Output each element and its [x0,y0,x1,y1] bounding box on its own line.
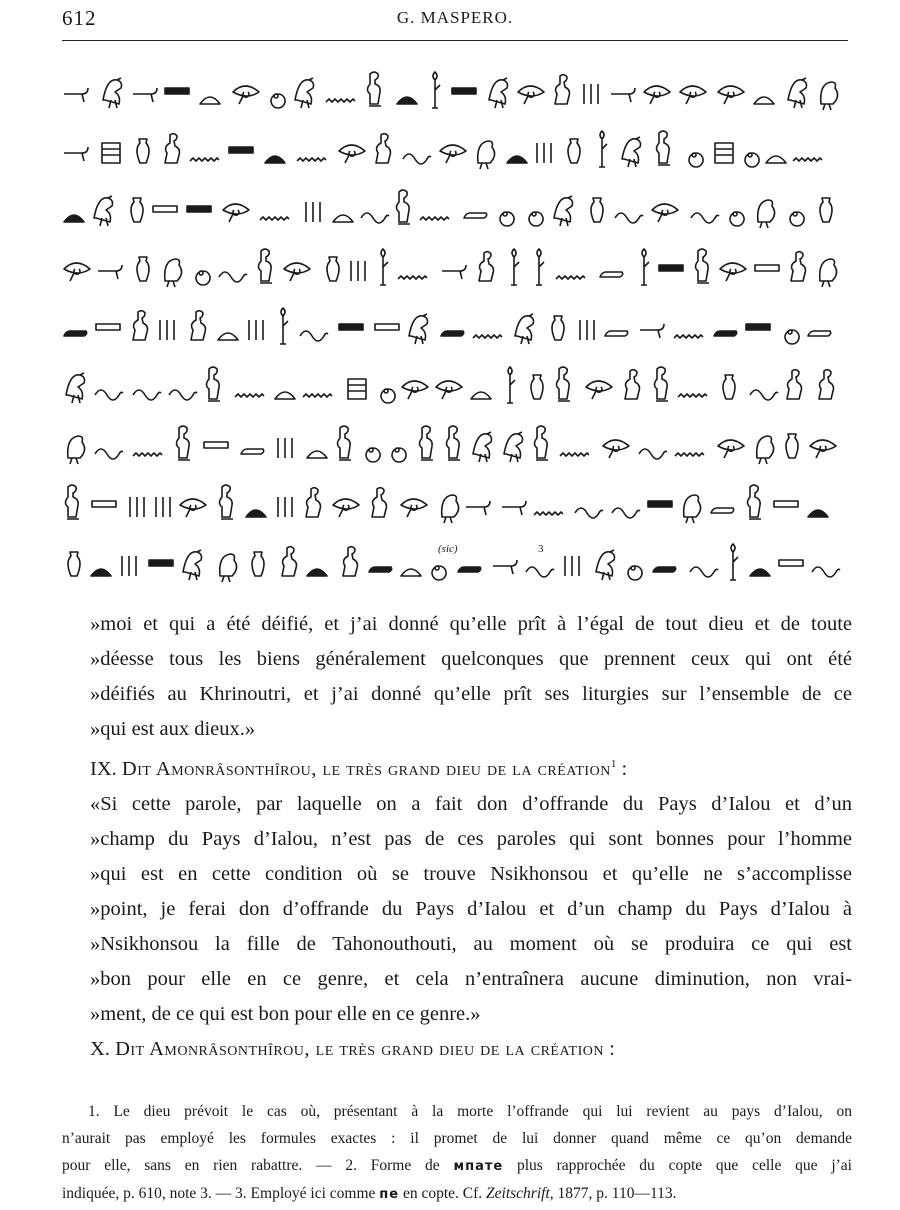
hieroglyph-glyphs [60,245,850,293]
hieroglyph-line [60,180,852,239]
arm-glyph [640,324,664,338]
water-glyph [303,394,332,397]
snake-glyph [300,331,328,341]
arm-glyph [502,501,526,515]
strokes-glyph [565,556,579,576]
water-glyph [235,394,264,397]
hieroglyph-line [60,475,852,534]
eye-glyph [586,381,612,399]
loaf-glyph [397,97,417,104]
bird-glyph [489,78,508,108]
hieroglyph-glyphs [60,481,850,529]
water-glyph [260,217,289,220]
eye-glyph [652,204,678,222]
seated-glyph [372,487,387,516]
seated-glyph [625,369,640,398]
snake-glyph [95,449,123,459]
vase-glyph [552,316,564,340]
hieroglyphic-inscription [60,62,852,593]
eye-glyph [436,381,462,399]
circle-glyph [392,448,406,462]
bar-glyph [375,324,399,330]
figure-glyph [535,426,549,460]
snake-glyph [361,213,389,223]
reed-glyph [730,544,738,580]
eye-glyph [402,381,428,399]
snake-glyph [403,154,431,164]
eye-glyph [339,145,365,163]
figure-glyph [420,426,434,460]
reed-glyph [507,367,515,403]
bar-glyph [755,265,779,271]
snake-glyph [639,449,667,459]
bar-glyph [153,206,177,212]
quail-glyph [758,200,775,228]
vase-glyph [68,552,80,576]
bird-glyph [295,78,314,108]
hand-glyph [441,331,464,336]
quail-glyph [165,259,182,287]
section-number: X. [90,1038,110,1060]
eye-glyph [718,86,744,104]
hieroglyph-line [60,298,852,357]
footnote-line [62,1180,852,1208]
figure-glyph [177,426,191,460]
hand-glyph [241,449,264,454]
hieroglyph-glyphs [60,127,850,175]
snake-glyph [812,567,840,577]
water-glyph [473,335,502,338]
header-rule [62,40,848,41]
arm-glyph [64,88,88,102]
water-glyph [678,394,707,397]
footnote-text: en copte. Cf. [399,1185,487,1202]
figure-glyph [557,367,571,401]
rect-glyph [348,379,366,399]
journal-title: Zeitschrift, [486,1185,554,1202]
water-glyph [793,158,822,161]
footnote-text: indiquée, p. 610, note 3. — 3. Employé ici comme [62,1185,380,1202]
hieroglyph-line [60,534,852,593]
eye-glyph [644,86,670,104]
text-line: »moi et qui a été déifié, et j’ai donné qu’elle prît à l’égal de tout dieu et de toute [90,613,852,635]
strokes-glyph [306,202,320,222]
water-glyph [297,158,326,161]
water-glyph [326,99,355,102]
snake-glyph [219,272,247,282]
circle-glyph [628,566,642,580]
text-line: »déifiés au Khrinoutri, et j’ai donné qu’elle prît ses liturgies sur l’ensemble de ce [90,683,852,705]
bird-glyph [515,314,534,344]
bird-glyph [554,196,573,226]
arm-glyph [466,501,490,515]
snake-glyph [750,390,778,400]
footnote-text: pour elle, sans en rien rabattre. — 2. Forme de [62,1157,454,1174]
water-glyph [190,158,219,161]
bar-glyph [452,88,476,94]
eye-glyph [333,499,359,517]
page-header [62,6,848,36]
figure-glyph [66,485,80,519]
loaf-glyph [766,156,786,163]
seated-glyph [306,487,321,516]
vase-glyph [531,375,543,399]
bird-glyph [788,78,807,108]
circle-glyph [785,330,799,344]
bird-glyph [596,550,615,580]
quail-glyph [821,82,838,110]
arm-glyph [98,265,122,279]
eye-glyph [284,263,310,281]
footnotes [62,1098,852,1208]
bar-glyph [204,442,228,448]
loaf-glyph [246,510,266,517]
text-line: »bon pour elle en ce genre, et cela n’entraînera aucune diminution, non vrai- [90,968,852,990]
bar-glyph [339,324,363,330]
vase-glyph [252,552,264,576]
loaf-glyph [750,569,770,576]
arm-glyph [493,560,517,574]
bird-glyph [183,550,202,580]
bird-glyph [409,314,428,344]
seated-glyph [819,369,834,398]
vase-glyph [137,257,149,281]
bar-glyph [149,560,173,566]
section-title: Dit Amonrâsonthîrou, le très grand dieu de la création [115,1038,604,1060]
hieroglyph-line [60,239,852,298]
loaf-glyph [507,156,527,163]
seated-glyph [791,251,806,280]
circle-glyph [790,212,804,226]
circle-glyph [196,271,210,285]
eye-glyph [401,499,427,517]
eye-glyph [233,86,259,104]
quail-glyph [757,436,774,464]
figure-glyph [397,190,411,224]
seated-glyph [376,133,391,162]
bird-glyph [622,137,641,167]
figure-glyph [207,367,221,401]
strokes-glyph [278,438,292,458]
strokes-glyph [537,143,551,163]
strokes-glyph [122,556,136,576]
text-line: »qui est aux dieux.» [90,718,256,740]
strokes-glyph [580,320,594,340]
section-heading-x [62,1032,852,1067]
bar-glyph [774,501,798,507]
vase-glyph [137,139,149,163]
loaf-glyph [808,510,828,517]
strokes-glyph [278,497,292,517]
reed-glyph [280,308,288,344]
circle-glyph [730,212,744,226]
hieroglyph-glyphs [60,186,850,234]
loaf-glyph [401,569,421,576]
hieroglyph-line [60,357,852,416]
hieroglyph-line [60,416,852,475]
vase-glyph [568,139,580,163]
bar-glyph [779,560,803,566]
eye-glyph [64,263,90,281]
strokes-glyph [584,84,598,104]
arm-glyph [64,147,88,161]
running-head: G. MASPERO. [396,8,514,27]
water-glyph [398,276,427,279]
loaf-glyph [218,333,238,340]
quail-glyph [442,495,459,523]
hand-glyph [64,331,87,336]
quail-glyph [68,436,85,464]
figure-glyph [259,249,273,283]
bird-glyph [94,196,113,226]
seated-glyph [555,74,570,103]
hand-glyph [369,567,392,572]
bar-glyph [96,324,120,330]
strokes-glyph [156,497,170,517]
section-colon: : [603,1038,615,1060]
vase-glyph [786,434,798,458]
figure-glyph [447,426,461,460]
eye-glyph [223,204,249,222]
hand-glyph [653,567,676,572]
text-line: »champ du Pays d’Ialou, n’est pas de ces paroles qui sont bonnes pour l’homme [90,828,852,850]
water-glyph [133,453,162,456]
hieroglyph-glyphs [60,540,850,588]
figure-glyph [368,72,382,106]
hand-glyph [711,508,734,513]
snake-glyph [615,213,643,223]
sic-annotation: (sic) [438,542,458,555]
footnote-line: 1. Le dieu prévoit le cas où, présentant à la morte l’offrande qui lui revient au pays d’Ialou, on [88,1103,852,1120]
section-colon: : [616,758,628,780]
loaf-glyph [307,569,327,576]
bar-glyph [92,501,116,507]
section-heading-ix [62,747,852,787]
water-glyph [675,453,704,456]
bar-glyph [648,501,672,507]
loaf-glyph [333,215,353,222]
hand-glyph [600,272,623,277]
circle-glyph [432,566,446,580]
vase-glyph [131,198,143,222]
loaf-glyph [754,97,774,104]
eye-glyph [440,145,466,163]
snake-glyph [690,567,718,577]
hand-glyph [714,331,737,336]
vase-glyph [591,198,603,222]
snake-glyph [95,390,123,400]
circle-glyph [689,153,703,167]
seated-glyph [479,251,494,280]
bird-glyph [66,373,85,403]
seated-glyph [282,546,297,575]
circle-glyph [529,212,543,226]
text-line: «Si cette parole, par laquelle on a fait don d’offrande du Pays d’Ialou et d’un [90,793,852,815]
reed-glyph [380,249,388,285]
seated-glyph [133,310,148,339]
figure-glyph [696,249,710,283]
bar-glyph [746,324,770,330]
arm-glyph [611,88,635,102]
quail-glyph [220,554,237,582]
quail-glyph [820,259,837,287]
vase-glyph [723,375,735,399]
reed-glyph [641,249,649,285]
bar-glyph [659,265,683,271]
figure-glyph [338,426,352,460]
text-line: »Nsikhonsou la fille de Tahonouthouti, au moment où se produira ce qui est [90,933,852,955]
loaf-glyph [64,215,84,222]
arm-glyph [133,88,157,102]
hand-glyph [808,331,831,336]
loaf-glyph [200,97,220,104]
quail-glyph [478,141,495,169]
figure-glyph [748,485,762,519]
footnote-text: 1877, p. 110—113. [553,1185,677,1202]
reed-glyph [432,72,440,108]
section-number: IX. [90,758,117,780]
figure-glyph [220,485,234,519]
water-glyph [674,335,703,338]
text-line: »point, je ferai don d’offrande du Pays d’Ialou et d’un champ du Pays d’Ialou à [90,898,852,920]
quail-glyph [684,495,701,523]
water-glyph [534,512,563,515]
hand-glyph [458,567,481,572]
loaf-glyph [265,156,285,163]
bar-glyph [187,206,211,212]
text-line: »ment, de ce qui est bon pour elle en ce genre.» [90,1003,481,1025]
seated-glyph [191,310,206,339]
water-glyph [556,276,585,279]
loaf-glyph [471,392,491,399]
body-text [62,607,852,1067]
snake-glyph [691,213,719,223]
coptic-word: мпате [453,1159,504,1174]
hieroglyph-glyphs [60,363,850,411]
figure-glyph [657,131,671,165]
eye-glyph [180,499,206,517]
loaf-glyph [307,451,327,458]
eye-glyph [603,440,629,458]
snake-glyph [133,390,161,400]
seated-glyph [343,546,358,575]
bird-glyph [504,432,523,462]
coptic-word: пе [379,1187,400,1202]
bar-glyph [165,88,189,94]
eye-glyph [718,440,744,458]
snake-glyph [612,508,640,518]
eye-glyph [720,263,746,281]
footnote-ref: 3 [538,542,544,555]
eye-glyph [680,86,706,104]
seated-glyph [165,133,180,162]
page-number: 612 [62,6,97,30]
strokes-glyph [130,497,144,517]
seated-glyph [787,369,802,398]
vase-glyph [327,257,339,281]
text-line: »qui est en cette condition où se trouve Nsikhonsou et qu’elle ne s’accomplisse [90,863,852,885]
circle-glyph [381,389,395,403]
hieroglyph-glyphs [60,304,850,352]
reed-glyph [536,249,544,285]
figure-glyph [655,367,669,401]
strokes-glyph [249,320,263,340]
hand-glyph [464,213,487,218]
reed-glyph [599,131,607,167]
hand-glyph [605,331,628,336]
circle-glyph [271,94,285,108]
hieroglyph-glyphs [60,68,850,116]
loaf-glyph [275,392,295,399]
water-glyph [560,453,589,456]
circle-glyph [745,153,759,167]
snake-glyph [169,390,197,400]
strokes-glyph [351,261,365,281]
eye-glyph [810,440,836,458]
footnote-line: n’aurait pas employé les formules exactes : il promet de lui donner quand même ce qu’on demande [62,1130,852,1147]
hieroglyph-line [60,62,852,121]
water-glyph [420,217,449,220]
snake-glyph [575,508,603,518]
snake-glyph [526,567,554,577]
loaf-glyph [91,569,111,576]
eye-glyph [518,86,544,104]
arm-glyph [442,265,466,279]
reed-glyph [511,249,519,285]
rect-glyph [102,143,120,163]
bird-glyph [473,432,492,462]
strokes-glyph [160,320,174,340]
bird-glyph [103,78,122,108]
vase-glyph [820,198,832,222]
hieroglyph-glyphs [60,422,850,470]
footnote-text: plus rapprochée du copte que celle que j’ai [503,1157,852,1174]
circle-glyph [500,212,514,226]
text-line: »déesse tous les biens généralement quelconques que prennent ceux qui ont été [90,648,852,670]
hieroglyph-line [60,121,852,180]
bar-glyph [229,147,253,153]
rect-glyph [715,143,733,163]
footnote-line [62,1152,852,1180]
circle-glyph [366,448,380,462]
section-title: Dit Amonrâsonthîrou, le très grand dieu de la création [121,758,611,780]
footnote-ref: 1 [610,758,617,770]
